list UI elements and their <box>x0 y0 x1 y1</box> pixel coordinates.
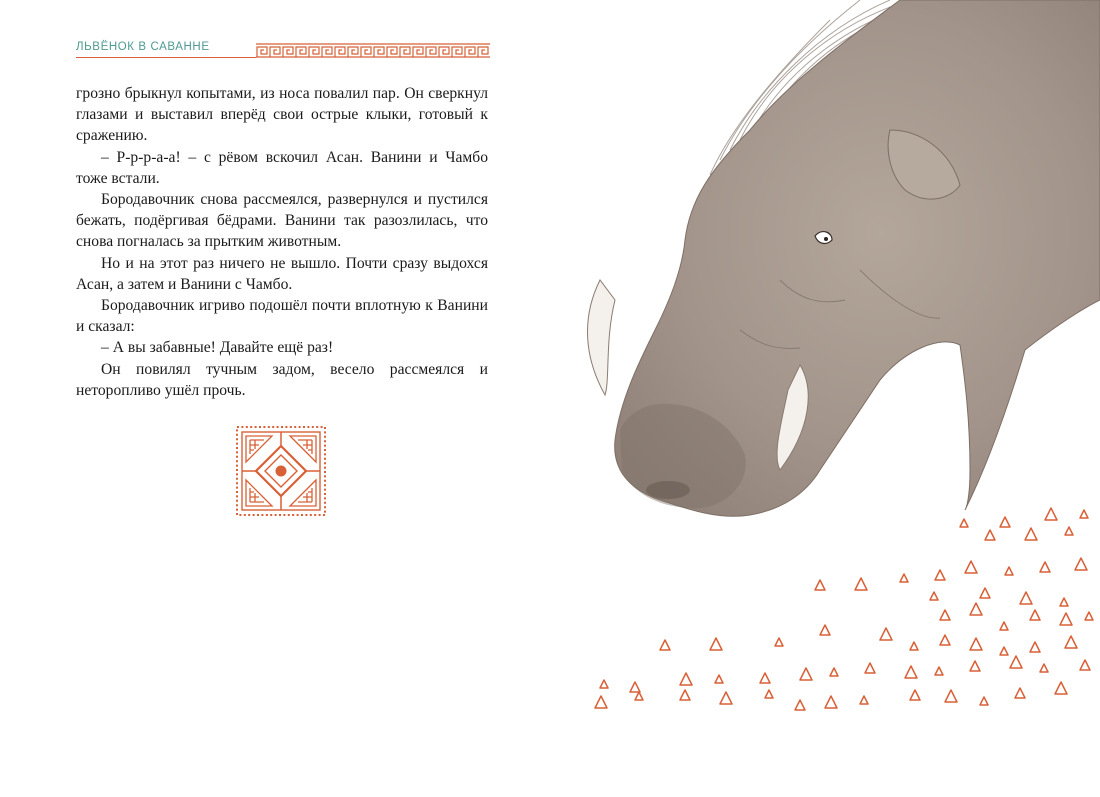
grass-triangle-icon <box>935 667 943 675</box>
grass-triangle-icon <box>970 661 980 671</box>
grass-triangle-icon <box>1065 636 1077 648</box>
grass-triangle-icon <box>1040 562 1050 572</box>
header-rule <box>76 57 256 58</box>
grass-triangle-icon <box>775 638 783 646</box>
grass-triangle-icon <box>865 663 875 673</box>
grass-triangle-icon <box>1055 682 1067 694</box>
grass-triangle-icon <box>1000 647 1008 655</box>
grass-triangle-icon <box>1065 527 1073 535</box>
paragraph: Бородавочник игриво подошёл почти вплотную к Ванини и сказал: <box>76 297 488 336</box>
triangle-grass-pattern <box>595 508 1093 710</box>
grass-triangle-icon <box>795 700 805 710</box>
paragraph: Он повилял тучным задом, весело рассмеялся и неторопливо ушёл прочь. <box>76 360 488 399</box>
grass-triangle-icon <box>1080 510 1088 518</box>
grass-triangle-icon <box>970 603 982 615</box>
grass-triangle-icon <box>910 690 920 700</box>
warthog-illustration-icon <box>560 0 1100 797</box>
paragraph: грозно брыкнул копытами, из носа повалил пар. Он сверкнул глазами и выставил вперёд свои острые клыки, готовый к сражению. <box>76 85 488 145</box>
grass-triangle-icon <box>1000 622 1008 630</box>
grass-triangle-icon <box>1060 598 1068 606</box>
center-dot <box>276 466 287 477</box>
grass-triangle-icon <box>660 640 670 650</box>
greek-key-border-icon <box>256 43 490 58</box>
grass-triangle-icon <box>715 675 723 683</box>
grass-triangle-icon <box>980 588 990 598</box>
grass-triangle-icon <box>815 580 825 590</box>
grass-triangle-icon <box>635 692 643 700</box>
grass-triangle-icon <box>960 519 968 527</box>
grass-triangle-icon <box>680 673 692 685</box>
grass-triangle-icon <box>880 628 892 640</box>
grass-triangle-icon <box>1060 613 1072 625</box>
grass-triangle-icon <box>720 692 732 704</box>
grass-triangle-icon <box>1025 528 1037 540</box>
grass-triangle-icon <box>945 690 957 702</box>
grass-triangle-icon <box>905 666 917 678</box>
grass-triangle-icon <box>1080 660 1090 670</box>
grass-triangle-icon <box>600 680 608 688</box>
grass-triangle-icon <box>940 610 950 620</box>
grass-triangle-icon <box>1010 656 1022 668</box>
grass-triangle-icon <box>860 696 868 704</box>
story-text <box>76 83 488 401</box>
grass-triangle-icon <box>1045 508 1057 520</box>
grass-triangle-icon <box>1030 642 1040 652</box>
grass-triangle-icon <box>980 697 988 705</box>
grass-triangle-icon <box>940 635 950 645</box>
grass-triangle-icon <box>985 530 995 540</box>
grass-triangle-icon <box>855 578 867 590</box>
running-header-title: ЛЬВЁНОК В САВАННЕ <box>76 41 210 53</box>
grass-triangle-icon <box>1085 612 1093 620</box>
grass-triangle-icon <box>910 642 918 650</box>
grass-triangle-icon <box>1075 558 1087 570</box>
grass-triangle-icon <box>1005 567 1013 575</box>
grass-triangle-icon <box>1040 664 1048 672</box>
paragraph: Но и на этот раз ничего не вышло. Почти сразу выдохся Асан, а затем и Ванини с Чамбо. <box>76 254 488 293</box>
grass-triangle-icon <box>1020 592 1032 604</box>
grass-triangle-icon <box>760 673 770 683</box>
african-diamond-ornament-icon <box>234 424 328 518</box>
grass-triangle-icon <box>1015 688 1025 698</box>
grass-triangle-icon <box>935 570 945 580</box>
grass-triangle-icon <box>830 668 838 676</box>
grass-triangle-icon <box>825 696 837 708</box>
paragraph: – Р-р-р-а-а! – с рёвом вскочил Асан. Ванини и Чамбо тоже встали. <box>76 148 488 187</box>
grass-triangle-icon <box>765 690 773 698</box>
paragraph: Бородавочник снова рассмеялся, развернулся и пустился бежать, подёргивая бёдрами. Ванини так разозлилась, что снова погналась за прытким животным. <box>76 191 488 251</box>
grass-triangle-icon <box>800 668 812 680</box>
grass-triangle-icon <box>970 638 982 650</box>
grass-triangle-icon <box>930 592 938 600</box>
grass-triangle-icon <box>1030 610 1040 620</box>
grass-triangle-icon <box>680 690 690 700</box>
grass-triangle-icon <box>630 682 640 692</box>
grass-triangle-icon <box>1000 517 1010 527</box>
paragraph: – А вы забавные! Давайте ещё раз! <box>101 339 334 357</box>
grass-triangle-icon <box>595 696 607 708</box>
grass-triangle-icon <box>965 561 977 573</box>
grass-triangle-icon <box>820 625 830 635</box>
grass-triangle-icon <box>710 638 722 650</box>
grass-triangle-icon <box>900 574 908 582</box>
